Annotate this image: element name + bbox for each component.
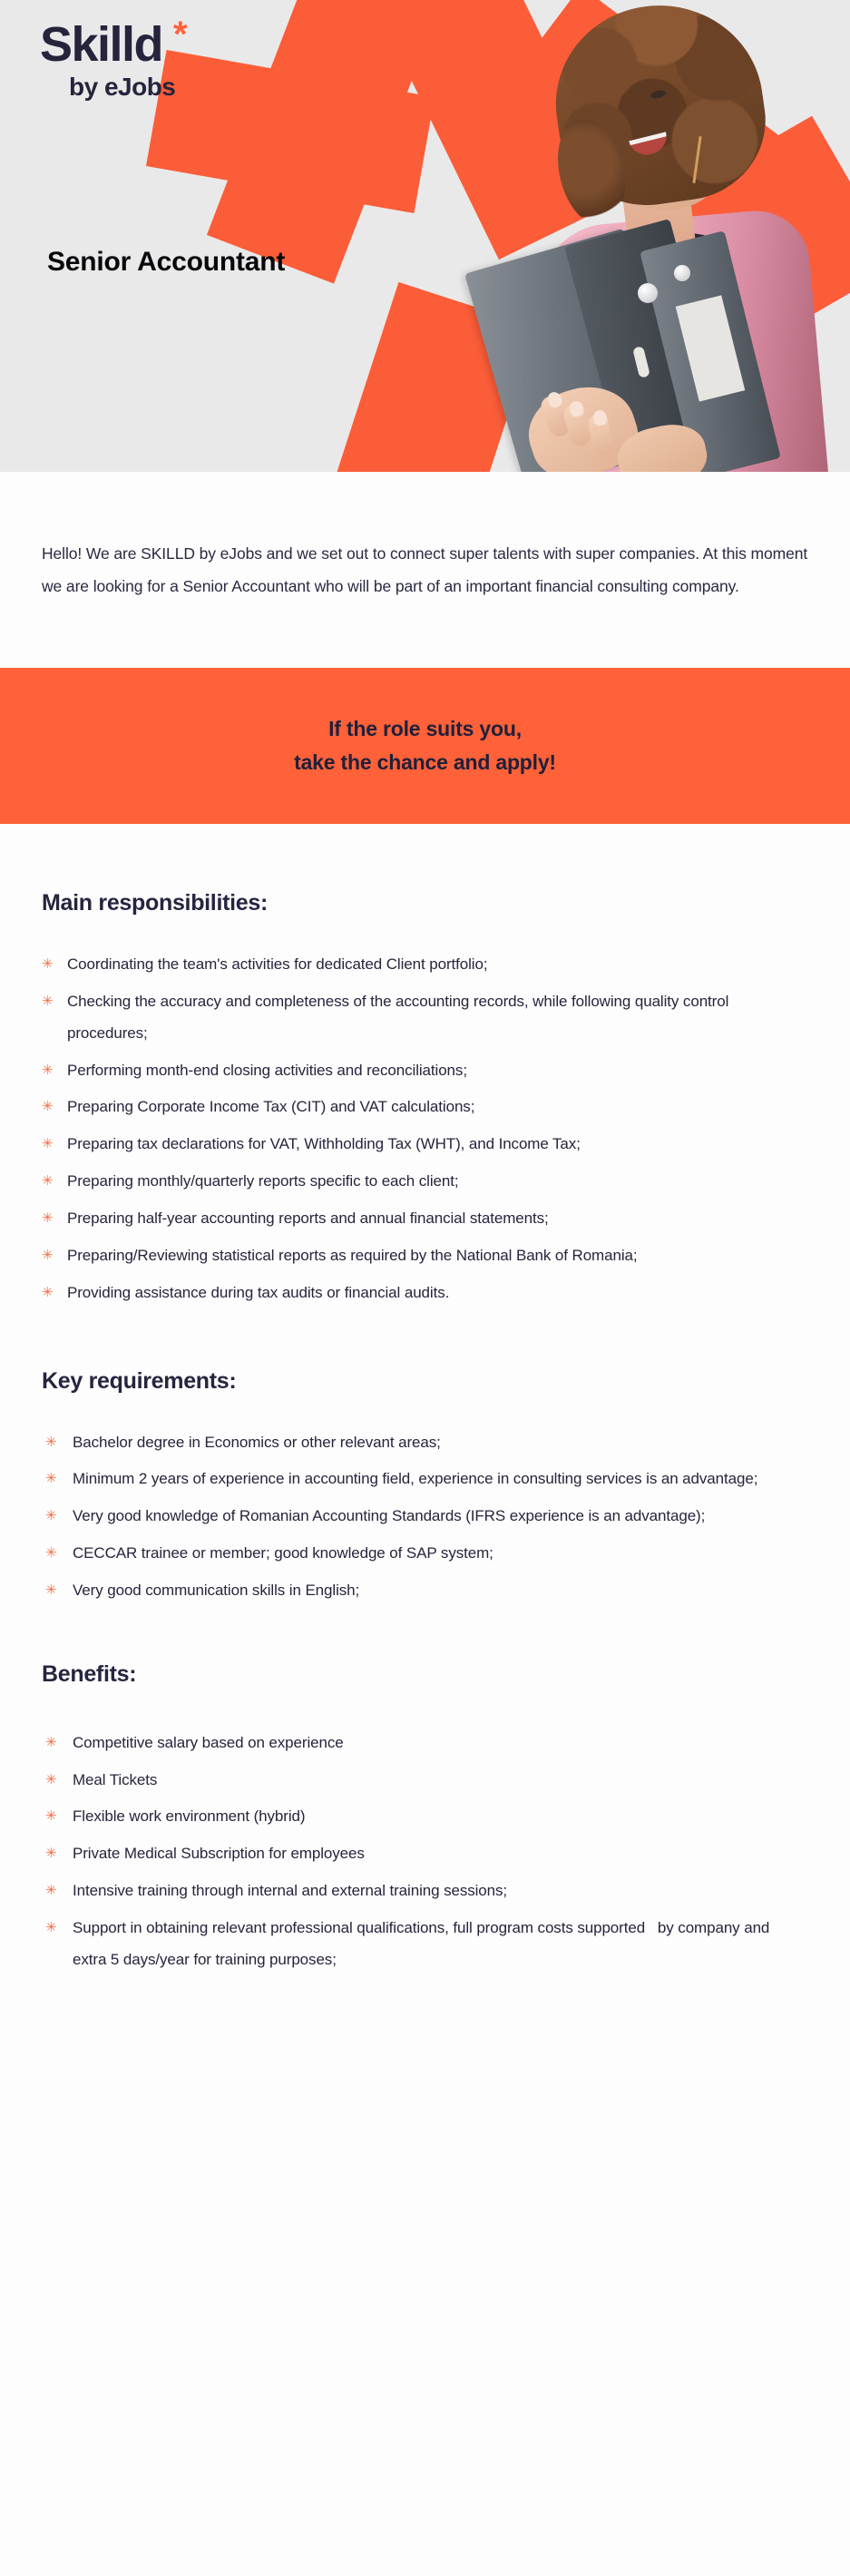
header-banner (0, 0, 850, 472)
list-item-label: CECCAR trainee or member; good knowledge of SAP system; (73, 1544, 493, 1562)
list-item-label: Flexible work environment (hybrid) (73, 1807, 306, 1826)
callout-line-1: If the role suits you, (328, 717, 522, 741)
list-item-label: Preparing half-year accounting reports and annual financial statements; (67, 1210, 549, 1227)
list-item (42, 1464, 804, 1495)
responsibilities-list (42, 949, 808, 1308)
asterisk-bullet-icon: ✳ (42, 1284, 54, 1300)
apply-callout-banner (0, 668, 850, 824)
list-item (42, 1728, 804, 1759)
list-item (42, 1876, 804, 1907)
asterisk-bullet-icon: ✳ (42, 993, 54, 1009)
list-item-label: Private Medical Subscription for employees (73, 1845, 365, 1863)
requirements-list (42, 1427, 808, 1607)
list-item-label: Bachelor degree in Economics or other relevant areas; (73, 1433, 441, 1451)
brand-logo (40, 15, 187, 101)
list-item-label: Intensive training through internal and external training sessions; (73, 1882, 508, 1900)
asterisk-bullet-icon: ✳ (42, 1099, 54, 1115)
asterisk-bullet-icon: ✳ (45, 1508, 57, 1524)
logo-tagline: by eJobs (69, 73, 176, 101)
list-item-label: Very good communication skills in English; (73, 1581, 360, 1599)
binder-ring-2 (674, 265, 690, 281)
asterisk-bullet-icon: ✳ (45, 1883, 57, 1899)
asterisk-icon: * (172, 15, 187, 54)
list-item-label: Providing assistance during tax audits or financial audits. (67, 1283, 450, 1301)
asterisk-bullet-icon: ✳ (45, 1846, 57, 1862)
list-item (42, 1129, 804, 1161)
list-item-label: Checking the accuracy and completeness of the accounting records, while following quality control procedures; (67, 992, 733, 1042)
list-item-label: Competitive salary based on experience (73, 1733, 344, 1751)
list-item (42, 1166, 804, 1198)
asterisk-bullet-icon: ✳ (45, 1471, 57, 1487)
list-item-label: Support in obtaining relevant professional qualifications, full program costs supported by company and extra 5 days/year for training purposes; (73, 1918, 774, 1968)
asterisk-bullet-icon: ✳ (45, 1582, 57, 1598)
asterisk-bullet-icon: ✳ (42, 1062, 54, 1078)
asterisk-bullet-icon: ✳ (45, 1808, 57, 1825)
requirements-section (0, 1315, 850, 1607)
list-item (42, 1913, 804, 1976)
list-item (42, 1801, 804, 1833)
list-item-label: Coordinating the team's activities for dedicated Client portfolio; (67, 955, 488, 974)
page-title: Senior Accountant (47, 247, 286, 277)
intro-section (0, 472, 850, 602)
list-item (42, 1838, 804, 1870)
list-item (42, 1765, 804, 1797)
list-item (42, 1055, 804, 1087)
list-item (42, 1240, 804, 1272)
requirements-heading: Key requirements: (42, 1367, 237, 1394)
hero-photo-woman-with-binders (458, 0, 850, 472)
logo-wordmark-text: Skilld (40, 17, 163, 72)
binder-ring-1 (638, 283, 658, 303)
responsibilities-heading: Main responsibilities: (42, 890, 269, 916)
asterisk-bullet-icon: ✳ (45, 1919, 57, 1935)
list-item (42, 1427, 804, 1459)
list-item (42, 1575, 804, 1607)
list-item-label: Performing month-end closing activities and reconciliations; (67, 1061, 467, 1079)
list-item (42, 1092, 804, 1123)
asterisk-bullet-icon: ✳ (45, 1734, 57, 1750)
benefits-heading: Benefits: (42, 1660, 137, 1687)
list-item (42, 949, 804, 981)
asterisk-bullet-icon: ✳ (42, 1247, 54, 1263)
responsibilities-section (0, 824, 850, 1308)
list-item-label: Preparing tax declarations for VAT, Withholding Tax (WHT), and Income Tax; (67, 1135, 581, 1153)
benefits-list (42, 1728, 808, 1976)
list-item-label: Preparing Corporate Income Tax (CIT) and VAT calculations; (67, 1098, 475, 1116)
list-item-label: Preparing/Reviewing statistical reports as required by the National Bank of Romania; (67, 1246, 638, 1264)
list-item (42, 986, 804, 1050)
asterisk-bullet-icon: ✳ (45, 1434, 57, 1450)
logo-wordmark (40, 15, 187, 72)
callout-line-2: take the chance and apply! (294, 750, 556, 775)
list-item-label: Minimum 2 years of experience in accounting field, experience in consulting services is an advantage; (73, 1470, 758, 1488)
asterisk-bullet-icon: ✳ (45, 1545, 57, 1562)
asterisk-bullet-icon: ✳ (42, 956, 54, 973)
intro-paragraph: Hello! We are SKILLD by eJobs and we set out to connect super talents with super companies. At this moment we are looking for a Senior Accountant who will be part of an important financial consulting company. (42, 544, 808, 596)
list-item (42, 1203, 804, 1235)
page-tail-spacer (0, 1982, 850, 2036)
list-item-label: Very good knowledge of Romanian Accounting Standards (IFRS experience is an advantage); (73, 1507, 706, 1525)
list-item (42, 1278, 804, 1309)
list-item-label: Preparing monthly/quarterly reports specific to each client; (67, 1172, 459, 1190)
list-item-label: Meal Tickets (73, 1770, 158, 1788)
list-item (42, 1538, 804, 1570)
asterisk-bullet-icon: ✳ (45, 1771, 57, 1788)
benefits-section (0, 1612, 850, 1976)
list-item (42, 1501, 804, 1533)
asterisk-bullet-icon: ✳ (42, 1136, 54, 1152)
asterisk-bullet-icon: ✳ (42, 1173, 54, 1190)
asterisk-bullet-icon: ✳ (42, 1210, 54, 1226)
